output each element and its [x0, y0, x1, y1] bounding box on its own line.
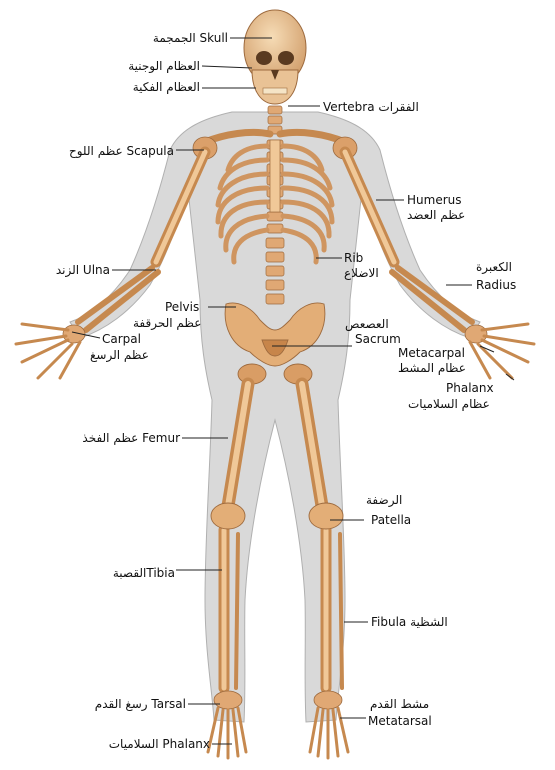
label-radius-en: Radius [476, 278, 517, 292]
label-metacarpal-en: Metacarpal [398, 346, 465, 360]
label-rib-en: Rib [344, 251, 364, 265]
label-skull: الجمجمة Skull [152, 31, 228, 45]
label-scapula: عظم اللوح Scapula [68, 144, 174, 158]
label-carpal-ar: عظم الرسغ [90, 348, 149, 362]
label-patella-en: Patella [371, 513, 412, 527]
label-metatarsal-ar: مشط القدم [370, 697, 430, 711]
label-vertebra: Vertebra الفقرات [323, 100, 419, 114]
label-humerus-en: Humerus [407, 193, 462, 207]
knee-joints [211, 503, 343, 529]
right-foot-graphic [310, 691, 348, 758]
skull-graphic [244, 10, 306, 104]
label-pelvis-ar: عظم الحرقفة [133, 316, 202, 330]
label-mandible: العظام الفكية [132, 80, 200, 94]
label-tibia: القصبةTibia [112, 566, 175, 580]
label-rib-ar: الاضلاع [344, 266, 379, 280]
label-sacrum-en: Sacrum [355, 332, 401, 346]
label-tarsal: رسغ القدم Tarsal [94, 697, 186, 711]
left-foot-graphic [208, 691, 246, 758]
label-humerus-ar: عظم العضد [407, 208, 466, 222]
label-sacrum-ar: العصعص [345, 317, 389, 331]
label-zygomatic: العظام الوجنية [128, 59, 200, 73]
label-phalanx-foot: السلاميات Phalanx [108, 737, 210, 751]
label-phalanx-hand-en: Phalanx [446, 381, 494, 395]
right-hand-graphic [465, 324, 534, 378]
sternum-graphic [270, 140, 280, 212]
label-phalanx-hand-ar: عظام السلاميات [408, 397, 490, 411]
label-femur: عظم الفخذ Femur [82, 431, 180, 445]
label-patella-ar: الرضفة [366, 493, 403, 507]
label-pelvis-en: Pelvis [165, 300, 200, 314]
label-ulna: الزند Ulna [55, 263, 110, 277]
label-metatarsal-en: Metatarsal [368, 714, 432, 728]
label-radius-ar: الكعبرة [476, 260, 512, 274]
label-fibula: Fibula الشظية [371, 615, 448, 629]
label-metacarpal-ar: عظام المشط [398, 361, 466, 375]
label-carpal-en: Carpal [102, 332, 141, 346]
